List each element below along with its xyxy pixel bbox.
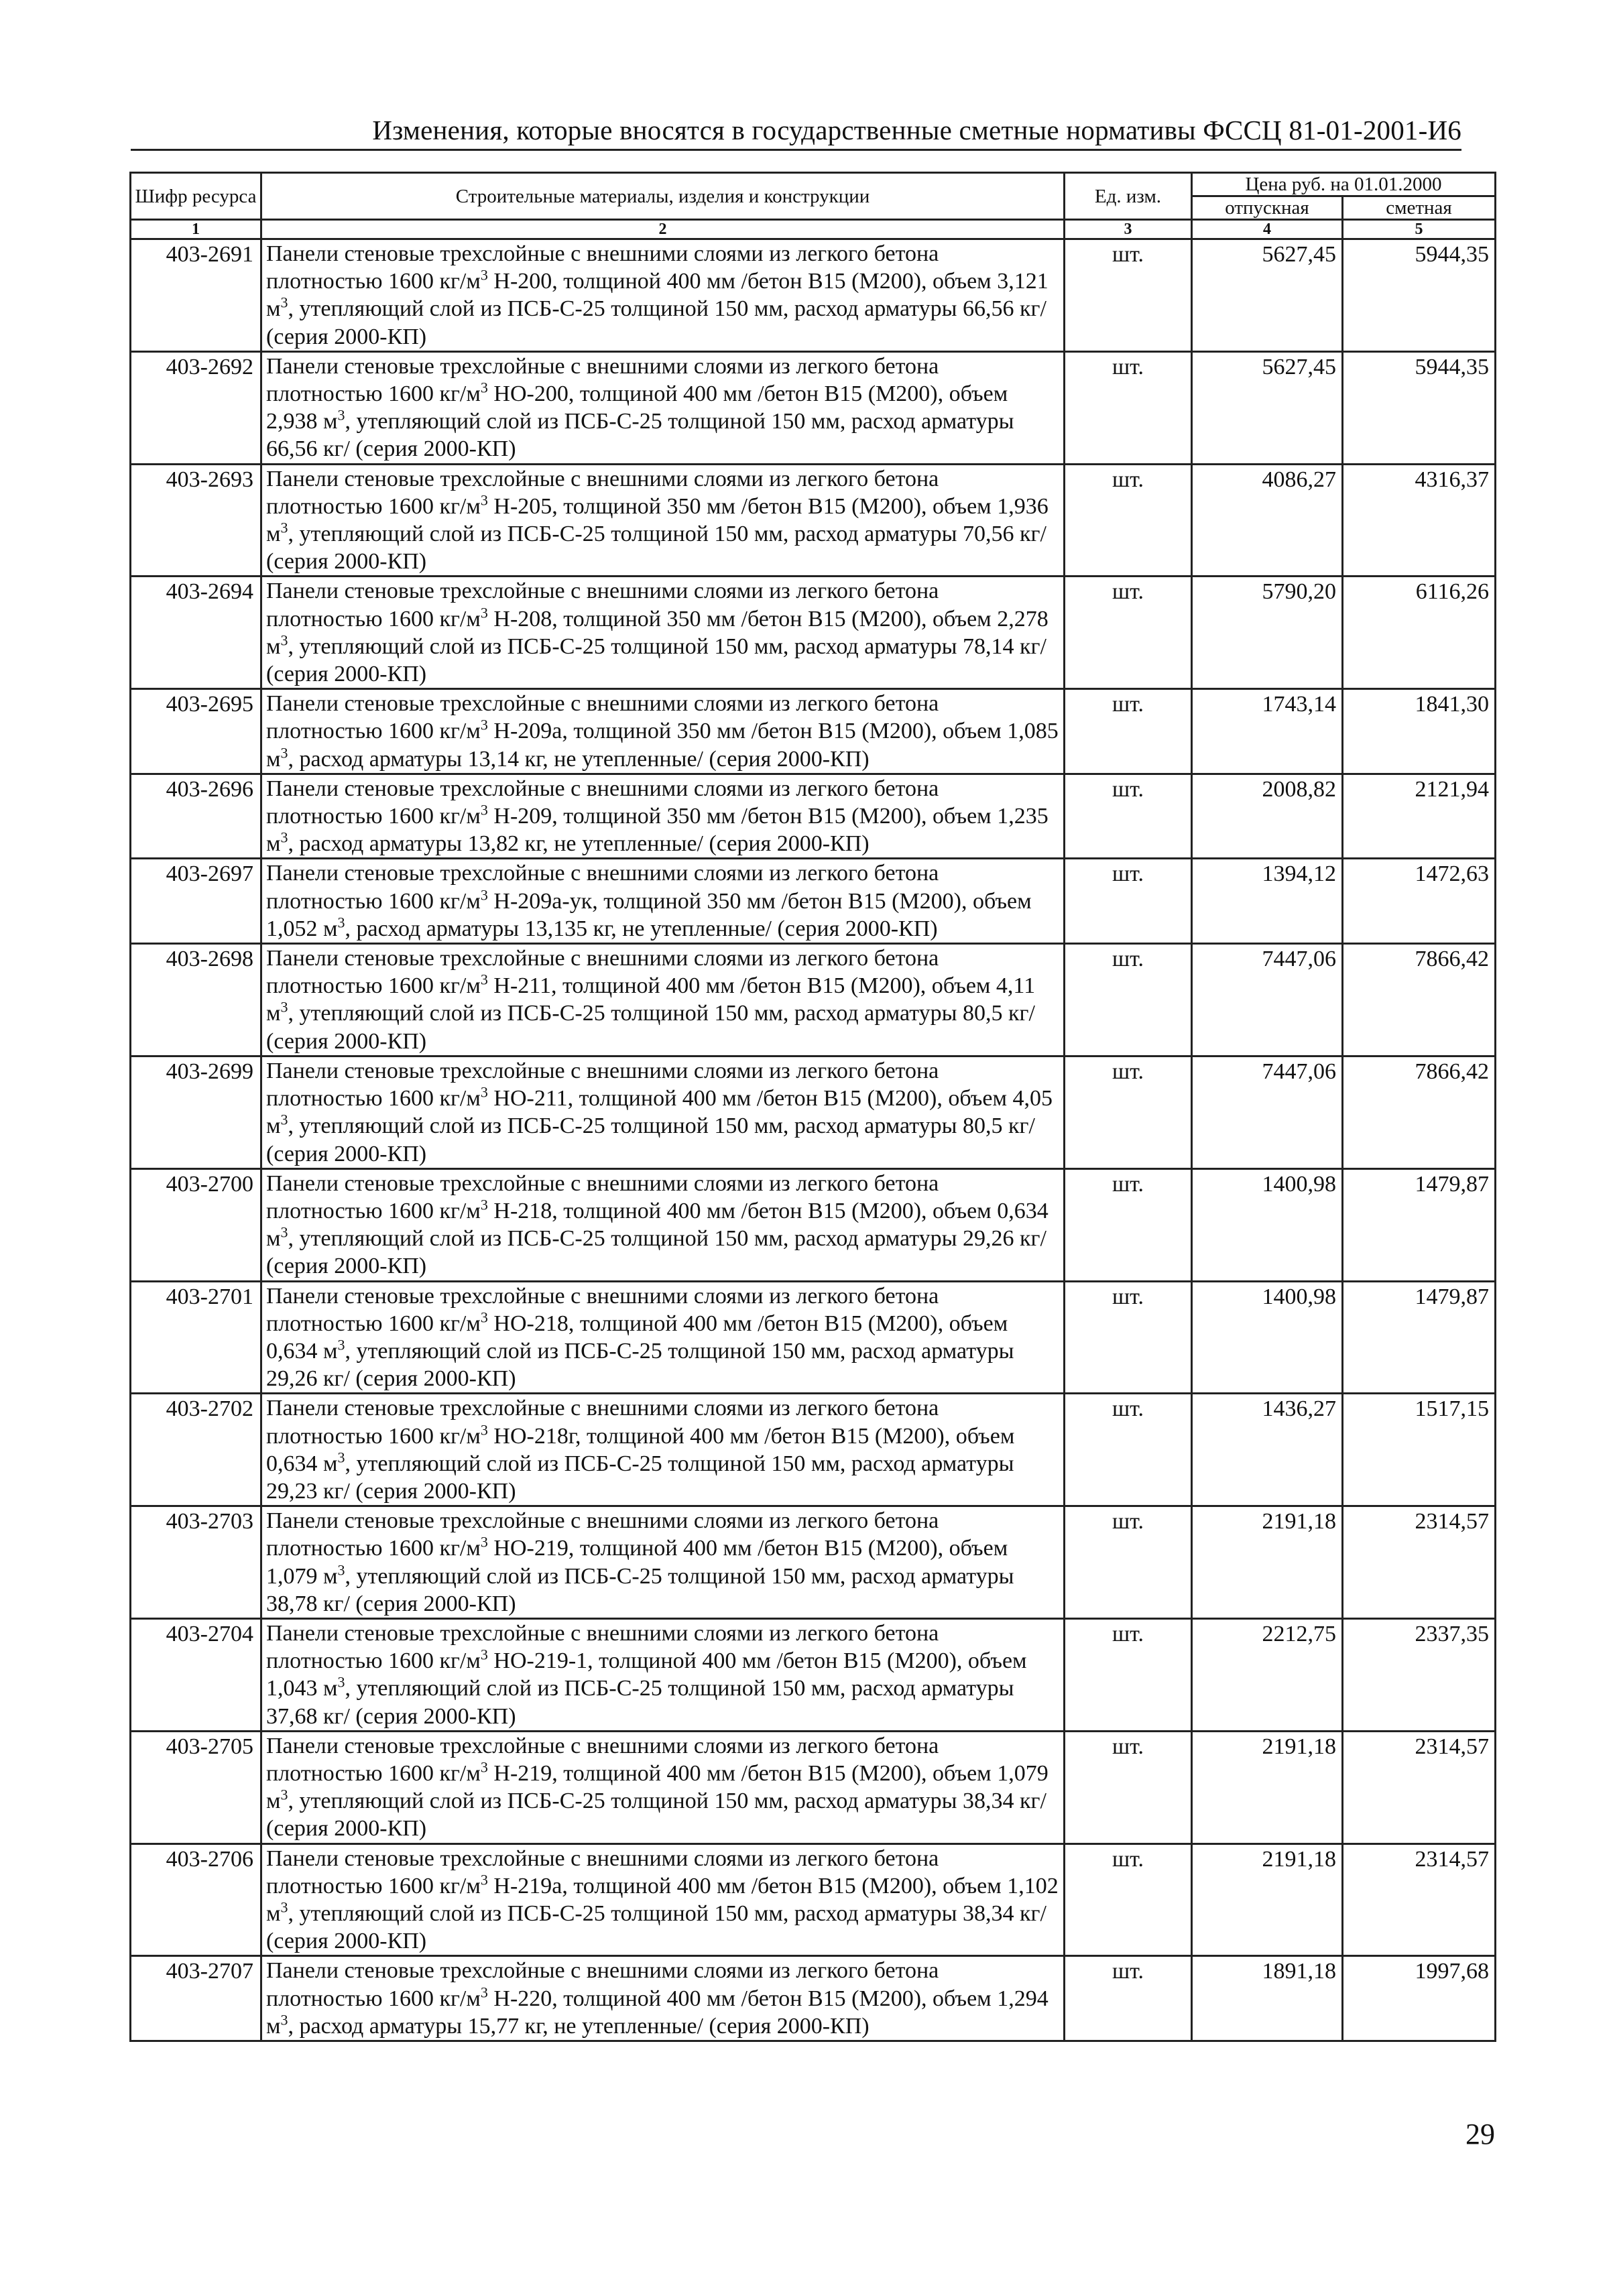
unit-cell: шт. — [1065, 1394, 1192, 1506]
volume-superscript: 3 — [280, 829, 288, 846]
material-description — [261, 1056, 1065, 1168]
unit-cell: шт. — [1065, 944, 1192, 1056]
description-text: Н-208, толщиной 350 мм /бетон В15 (М200), объем 2,278 м — [266, 606, 1049, 659]
volume-superscript: 3 — [280, 519, 288, 536]
resource-code: 403-2706 — [131, 1844, 261, 1956]
description-text: Н-200, толщиной 400 мм /бетон В15 (М200), объем 3,121 м — [266, 269, 1049, 322]
description-text: Панели стеновые трехслойные с внешними слоями из легкого бетона плотностью 1600 кг/м — [266, 579, 939, 631]
page-header: Изменения, которые вносятся в государственные сметные нормативы ФССЦ 81-01-2001-И6 — [372, 115, 1461, 145]
table-row — [131, 859, 1496, 944]
material-description — [261, 464, 1065, 577]
estimate-price: 5944,35 — [1343, 239, 1496, 352]
material-description — [261, 239, 1065, 352]
description-text: НО-219-1, толщиной 400 мм /бетон В15 (М200), объем 1,043 м — [266, 1648, 1027, 1701]
unit-cell: шт. — [1065, 1168, 1192, 1281]
unit-cell: шт. — [1065, 239, 1192, 352]
estimate-price: 1997,68 — [1343, 1956, 1496, 2041]
resource-code: 403-2705 — [131, 1731, 261, 1844]
unit-cell: шт. — [1065, 1731, 1192, 1844]
estimate-price: 7866,42 — [1343, 944, 1496, 1056]
price-table — [129, 172, 1496, 2042]
description-text: Панели стеновые трехслойные с внешними слоями из легкого бетона плотностью 1600 кг/м — [266, 861, 939, 914]
col-number: 1 — [131, 220, 261, 239]
unit-cell: шт. — [1065, 1618, 1192, 1731]
resource-code: 403-2698 — [131, 944, 261, 1056]
resource-code: 403-2697 — [131, 859, 261, 944]
unit-cell: шт. — [1065, 351, 1192, 464]
description-text: Н-205, толщиной 350 мм /бетон В15 (М200), объем 1,936 м — [266, 493, 1049, 547]
release-price: 5627,45 — [1192, 351, 1343, 464]
estimate-price: 6116,26 — [1343, 577, 1496, 689]
unit-cell: шт. — [1065, 1056, 1192, 1168]
description-text: Н-209а, толщиной 350 мм /бетон В15 (М200), объем 1,085 м — [266, 719, 1059, 772]
release-price: 2191,18 — [1192, 1844, 1343, 1956]
table-row — [131, 1168, 1496, 1281]
release-price: 5790,20 — [1192, 577, 1343, 689]
volume-superscript: 3 — [280, 1786, 288, 1803]
density-superscript: 3 — [480, 1309, 488, 1326]
density-superscript: 3 — [480, 886, 488, 904]
description-text: Панели стеновые трехслойные с внешними слоями из легкого бетона плотностью 1600 кг/м — [266, 691, 939, 744]
density-superscript: 3 — [480, 1984, 488, 2001]
density-superscript: 3 — [480, 379, 488, 396]
description-text: , утепляющий слой из ПСБ-С-25 толщиной 150 мм, расход арматуры 29,26 кг/ (серия 2000-КП) — [266, 1226, 1046, 1279]
table-row — [131, 351, 1496, 464]
resource-code: 403-2704 — [131, 1618, 261, 1731]
estimate-price: 4316,37 — [1343, 464, 1496, 577]
release-price: 5627,45 — [1192, 239, 1343, 352]
description-text: , утепляющий слой из ПСБ-С-25 толщиной 150 мм, расход арматуры 38,34 кг/ (серия 2000-КП) — [266, 1900, 1046, 1954]
volume-superscript: 3 — [280, 1111, 288, 1128]
release-price: 1891,18 — [1192, 1956, 1343, 2041]
release-price: 1400,98 — [1192, 1281, 1343, 1394]
resource-code: 403-2692 — [131, 351, 261, 464]
col-number: 5 — [1343, 220, 1496, 239]
table-number-row — [131, 220, 1496, 239]
density-superscript: 3 — [480, 1421, 488, 1439]
resource-code: 403-2699 — [131, 1056, 261, 1168]
unit-cell: шт. — [1065, 689, 1192, 774]
density-superscript: 3 — [480, 1871, 488, 1888]
material-description — [261, 1168, 1065, 1281]
col-header-estimate: сметная — [1343, 196, 1496, 220]
volume-superscript: 3 — [280, 1898, 288, 1916]
description-text: НО-218г, толщиной 400 мм /бетон В15 (М200), объем 0,634 м — [266, 1423, 1015, 1476]
density-superscript: 3 — [480, 604, 488, 621]
resource-code: 403-2691 — [131, 239, 261, 352]
unit-cell: шт. — [1065, 1844, 1192, 1956]
description-text: , утепляющий слой из ПСБ-С-25 толщиной 150 мм, расход арматуры 29,23 кг/ (серия 2000-КП) — [266, 1451, 1014, 1504]
description-text: , утепляющий слой из ПСБ-С-25 толщиной 150 мм, расход арматуры 78,14 кг/ (серия 2000-КП) — [266, 633, 1046, 687]
estimate-price: 1517,15 — [1343, 1394, 1496, 1506]
description-text: НО-219, толщиной 400 мм /бетон В15 (М200), объем 1,079 м — [266, 1536, 1008, 1589]
material-description — [261, 1506, 1065, 1619]
release-price: 1400,98 — [1192, 1168, 1343, 1281]
release-price: 7447,06 — [1192, 1056, 1343, 1168]
description-text: , расход арматуры 13,14 кг, не утепленные/ (серия 2000-КП) — [288, 746, 870, 772]
material-description — [261, 577, 1065, 689]
estimate-price: 2314,57 — [1343, 1731, 1496, 1844]
col-header-name: Строительные материалы, изделия и конструкции — [261, 173, 1065, 220]
table-row — [131, 689, 1496, 774]
volume-superscript: 3 — [280, 999, 288, 1016]
material-description — [261, 859, 1065, 944]
unit-cell: шт. — [1065, 464, 1192, 577]
description-text: Панели стеновые трехслойные с внешними слоями из легкого бетона плотностью 1600 кг/м — [266, 1283, 939, 1336]
density-superscript: 3 — [480, 1534, 488, 1551]
description-text: Панели стеновые трехслойные с внешними слоями из легкого бетона плотностью 1600 кг/м — [266, 1958, 939, 2011]
table-row — [131, 1618, 1496, 1731]
col-header-release: отпускная — [1192, 196, 1343, 220]
volume-superscript: 3 — [337, 1561, 345, 1579]
col-number: 2 — [261, 220, 1065, 239]
volume-superscript: 3 — [337, 1449, 345, 1466]
description-text: , утепляющий слой из ПСБ-С-25 толщиной 150 мм, расход арматуры 80,5 кг/ (серия 2000-КП) — [266, 1113, 1035, 1166]
volume-superscript: 3 — [280, 631, 288, 649]
unit-cell: шт. — [1065, 1506, 1192, 1619]
table-row — [131, 1731, 1496, 1844]
table-row — [131, 1056, 1496, 1168]
density-superscript: 3 — [480, 491, 488, 509]
volume-superscript: 3 — [337, 1674, 345, 1691]
release-price: 4086,27 — [1192, 464, 1343, 577]
density-superscript: 3 — [480, 1196, 488, 1213]
material-description — [261, 1618, 1065, 1731]
description-text: , расход арматуры 15,77 кг, не утепленные/ (серия 2000-КП) — [288, 2013, 870, 2039]
estimate-price: 7866,42 — [1343, 1056, 1496, 1168]
description-text: Панели стеновые трехслойные с внешними слоями из легкого бетона плотностью 1600 кг/м — [266, 1170, 939, 1223]
release-price: 1394,12 — [1192, 859, 1343, 944]
volume-superscript: 3 — [280, 744, 288, 762]
description-text: , утепляющий слой из ПСБ-С-25 толщиной 150 мм, расход арматуры 70,56 кг/ (серия 2000-КП) — [266, 522, 1046, 575]
header-rule — [131, 149, 1461, 151]
volume-superscript: 3 — [280, 1223, 288, 1241]
estimate-price: 1472,63 — [1343, 859, 1496, 944]
description-text: Н-219а, толщиной 400 мм /бетон В15 (М200), объем 1,102 м — [266, 1873, 1059, 1926]
description-text: , утепляющий слой из ПСБ-С-25 толщиной 150 мм, расход арматуры 66,56 кг/ (серия 2000-КП) — [266, 409, 1014, 462]
release-price: 1436,27 — [1192, 1394, 1343, 1506]
description-text: Н-219, толщиной 400 мм /бетон В15 (М200), объем 1,079 м — [266, 1760, 1049, 1814]
release-price: 2191,18 — [1192, 1506, 1343, 1619]
description-text: , утепляющий слой из ПСБ-С-25 толщиной 150 мм, расход арматуры 66,56 кг/ (серия 2000-КП) — [266, 296, 1046, 349]
description-text: , утепляющий слой из ПСБ-С-25 толщиной 150 мм, расход арматуры 37,68 кг/ (серия 2000-КП) — [266, 1676, 1014, 1729]
description-text: , расход арматуры 13,135 кг, не утепленные/ (серия 2000-КП) — [345, 916, 938, 941]
estimate-price: 1479,87 — [1343, 1281, 1496, 1394]
description-text: Панели стеновые трехслойные с внешними слоями из легкого бетона плотностью 1600 кг/м — [266, 1508, 939, 1561]
description-text: Панели стеновые трехслойные с внешними слоями из легкого бетона плотностью 1600 кг/м — [266, 1733, 939, 1786]
density-superscript: 3 — [480, 1083, 488, 1101]
table-row — [131, 239, 1496, 352]
density-superscript: 3 — [480, 971, 488, 988]
table-row — [131, 577, 1496, 689]
resource-code: 403-2701 — [131, 1281, 261, 1394]
table-row — [131, 944, 1496, 1056]
col-number: 3 — [1065, 220, 1192, 239]
col-number: 4 — [1192, 220, 1343, 239]
release-price: 2008,82 — [1192, 774, 1343, 859]
resource-code: 403-2707 — [131, 1956, 261, 2041]
estimate-price: 2314,57 — [1343, 1506, 1496, 1619]
col-header-price: Цена руб. на 01.01.2000 — [1192, 173, 1496, 196]
resource-code: 403-2703 — [131, 1506, 261, 1619]
volume-superscript: 3 — [337, 1336, 345, 1353]
resource-code: 403-2695 — [131, 689, 261, 774]
unit-cell: шт. — [1065, 577, 1192, 689]
material-description — [261, 689, 1065, 774]
density-superscript: 3 — [480, 801, 488, 819]
release-price: 1743,14 — [1192, 689, 1343, 774]
resource-code: 403-2694 — [131, 577, 261, 689]
volume-superscript: 3 — [337, 914, 345, 931]
table-header-row — [131, 173, 1496, 196]
description-text: НО-218, толщиной 400 мм /бетон В15 (М200), объем 0,634 м — [266, 1311, 1008, 1364]
description-text: Н-211, толщиной 400 мм /бетон В15 (М200), объем 4,11 м — [266, 973, 1036, 1026]
material-description — [261, 944, 1065, 1056]
table-row — [131, 464, 1496, 577]
density-superscript: 3 — [480, 1646, 488, 1663]
description-text: НО-200, толщиной 400 мм /бетон В15 (М200), объем 2,938 м — [266, 381, 1008, 434]
description-text: Панели стеновые трехслойные с внешними слоями из легкого бетона плотностью 1600 кг/м — [266, 1058, 939, 1111]
description-text: , утепляющий слой из ПСБ-С-25 толщиной 150 мм, расход арматуры 38,34 кг/ (серия 2000-КП) — [266, 1789, 1046, 1841]
description-text: Панели стеновые трехслойные с внешними слоями из легкого бетона плотностью 1600 кг/м — [266, 946, 939, 999]
description-text: , утепляющий слой из ПСБ-С-25 толщиной 150 мм, расход арматуры 29,26 кг/ (серия 2000-КП) — [266, 1338, 1014, 1392]
description-text: Панели стеновые трехслойные с внешними слоями из легкого бетона плотностью 1600 кг/м — [266, 353, 939, 407]
page-number: 29 — [1466, 2118, 1495, 2151]
material-description — [261, 1956, 1065, 2041]
density-superscript: 3 — [480, 717, 488, 734]
estimate-price: 1479,87 — [1343, 1168, 1496, 1281]
volume-superscript: 3 — [280, 2011, 288, 2029]
resource-code: 403-2702 — [131, 1394, 261, 1506]
description-text: Панели стеновые трехслойные с внешними слоями из легкого бетона плотностью 1600 кг/м — [266, 466, 939, 519]
description-text: Панели стеновые трехслойные с внешними слоями из легкого бетона плотностью 1600 кг/м — [266, 241, 939, 294]
unit-cell: шт. — [1065, 1281, 1192, 1394]
description-text: Н-209а-ук, толщиной 350 мм /бетон В15 (М200), объем 1,052 м — [266, 888, 1032, 941]
material-description — [261, 1844, 1065, 1956]
material-description — [261, 1394, 1065, 1506]
release-price: 7447,06 — [1192, 944, 1343, 1056]
table-row — [131, 1956, 1496, 2041]
volume-superscript: 3 — [280, 294, 288, 312]
col-header-code: Шифр ресурса — [131, 173, 261, 220]
resource-code: 403-2693 — [131, 464, 261, 577]
description-text: Панели стеновые трехслойные с внешними слоями из легкого бетона плотностью 1600 кг/м — [266, 1620, 939, 1674]
description-text: , утепляющий слой из ПСБ-С-25 толщиной 150 мм, расход арматуры 38,78 кг/ (серия 2000-КП) — [266, 1563, 1014, 1616]
description-text: НО-211, толщиной 400 мм /бетон В15 (М200), объем 4,05 м — [266, 1086, 1053, 1139]
density-superscript: 3 — [480, 266, 488, 284]
description-text: Панели стеновые трехслойные с внешними слоями из легкого бетона плотностью 1600 кг/м — [266, 1846, 939, 1898]
estimate-price: 2314,57 — [1343, 1844, 1496, 1956]
estimate-price: 2337,35 — [1343, 1618, 1496, 1731]
table-row — [131, 1281, 1496, 1394]
table-row — [131, 1394, 1496, 1506]
description-text: Панели стеновые трехслойные с внешними слоями из легкого бетона плотностью 1600 кг/м — [266, 1396, 939, 1449]
description-text: Панели стеновые трехслойные с внешними слоями из легкого бетона плотностью 1600 кг/м — [266, 776, 939, 829]
description-text: , утепляющий слой из ПСБ-С-25 толщиной 150 мм, расход арматуры 80,5 кг/ (серия 2000-КП) — [266, 1001, 1035, 1054]
volume-superscript: 3 — [337, 406, 345, 424]
description-text: , расход арматуры 13,82 кг, не утепленные/ (серия 2000-КП) — [288, 831, 870, 857]
unit-cell: шт. — [1065, 859, 1192, 944]
resource-code: 403-2700 — [131, 1168, 261, 1281]
col-header-unit: Ед. изм. — [1065, 173, 1192, 220]
estimate-price: 2121,94 — [1343, 774, 1496, 859]
resource-code: 403-2696 — [131, 774, 261, 859]
table-row — [131, 1844, 1496, 1956]
description-text: Н-220, толщиной 400 мм /бетон В15 (М200), объем 1,294 м — [266, 1986, 1049, 2039]
material-description — [261, 1731, 1065, 1844]
estimate-price: 1841,30 — [1343, 689, 1496, 774]
material-description — [261, 1281, 1065, 1394]
description-text: Н-209, толщиной 350 мм /бетон В15 (М200), объем 1,235 м — [266, 804, 1049, 857]
table-row — [131, 774, 1496, 859]
unit-cell: шт. — [1065, 1956, 1192, 2041]
material-description — [261, 351, 1065, 464]
estimate-price: 5944,35 — [1343, 351, 1496, 464]
density-superscript: 3 — [480, 1758, 488, 1776]
release-price: 2212,75 — [1192, 1618, 1343, 1731]
unit-cell: шт. — [1065, 774, 1192, 859]
table-row — [131, 1506, 1496, 1619]
material-description — [261, 774, 1065, 859]
description-text: Н-218, толщиной 400 мм /бетон В15 (М200), объем 0,634 м — [266, 1198, 1049, 1252]
release-price: 2191,18 — [1192, 1731, 1343, 1844]
